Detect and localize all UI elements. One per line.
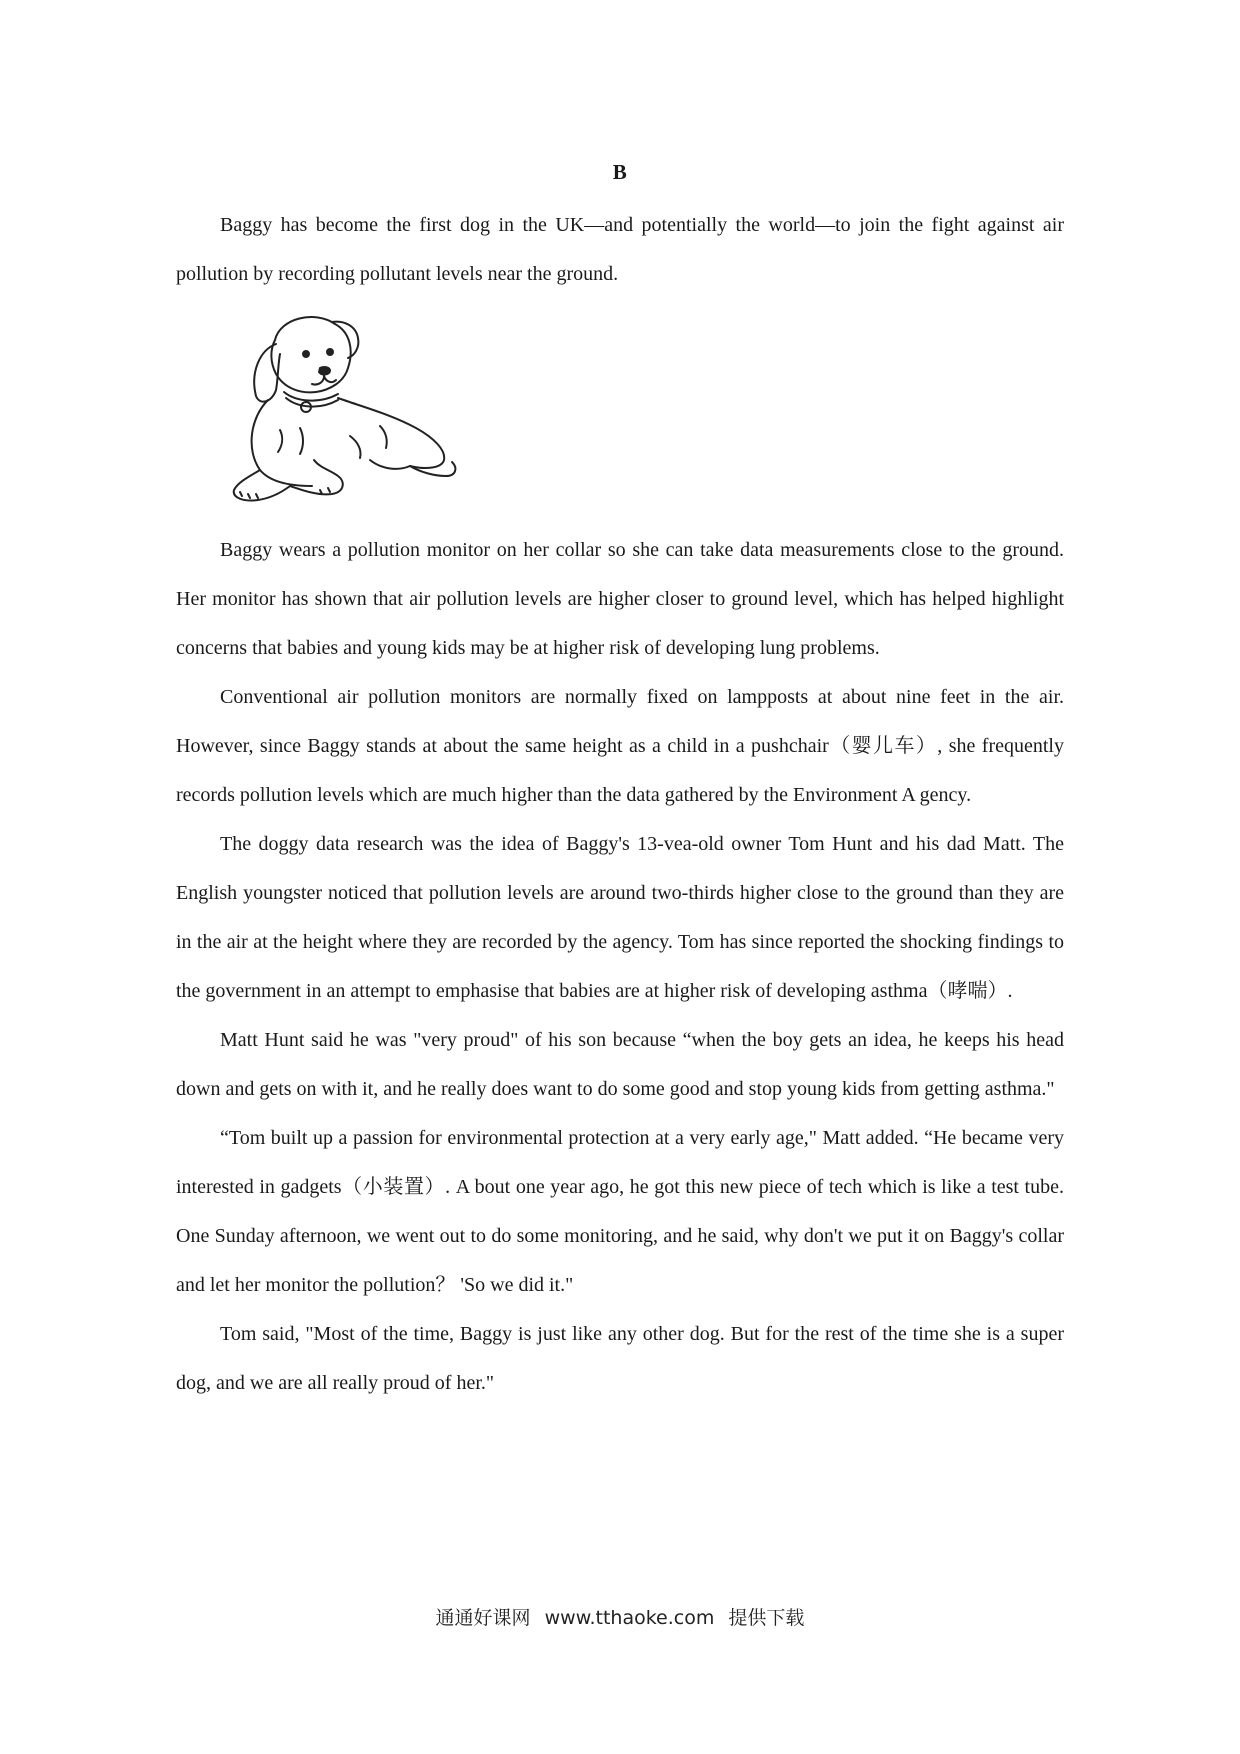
footer-note: 提供下载: [728, 1607, 805, 1629]
main-text-block: [176, 526, 1064, 1408]
puppy-icon: [220, 310, 465, 505]
paragraph-matt-proud: Matt Hunt said he was "very proud" of his son because “when the boy gets an idea, he keeps his head down and gets on with it, and he really does want to do some good and stop young kids from getting asthma.": [176, 1029, 1064, 1100]
puppy-illustration: [220, 310, 465, 505]
page-footer: [0, 1603, 1240, 1630]
paragraph-conventional: Conventional air pollution monitors are normally fixed on lampposts at about nine feet in the air. However, since Baggy stands at about the same height as a child in a pushchair（婴儿车）, she frequently records pollution levels which are much higher than the data gathered by the Environment A gency.: [176, 686, 1064, 806]
paragraph-monitor: Baggy wears a pollution monitor on her collar so she can take data measurements close to the ground. Her monitor has shown that air pollution levels are higher closer to ground level, which has helped highlight concerns that babies and young kids may be at higher risk of developing lung problems.: [176, 539, 1064, 659]
footer-url: www.tthaoke.com: [544, 1607, 715, 1629]
paragraph-super-dog: Tom said, "Most of the time, Baggy is just like any other dog. But for the rest of the time she is a super dog, and we are all really proud of her.": [176, 1323, 1064, 1394]
paragraph-passion: “Tom built up a passion for environmental protection at a very early age," Matt added. “He became very interested in gadgets（小装置）. A bout one year ago, he got this new piece of tech which is like a test tube. One Sunday afternoon, we went out to do some monitoring, and he said, why don't we put it on Baggy's collar and let her monitor the pollution？ 'So we did it.": [176, 1127, 1064, 1296]
section-label: B: [612, 160, 628, 184]
footer-site-name: 通通好课网: [435, 1607, 531, 1629]
paragraph-intro: Baggy has become the first dog in the UK—and potentially the world—to join the fight against air pollution by recording pollutant levels near the ground.: [176, 214, 1064, 285]
paragraph-research: The doggy data research was the idea of Baggy's 13-vea-old owner Tom Hunt and his dad Matt. The English youngster noticed that pollution levels are around two-thirds higher close to the ground than they are in the air at the height where they are recorded by the agency. Tom has since reported the shocking findings to the government in an attempt to emphasise that babies are at higher risk of developing asthma（哮喘）.: [176, 833, 1064, 1002]
intro-block: [176, 201, 1064, 299]
